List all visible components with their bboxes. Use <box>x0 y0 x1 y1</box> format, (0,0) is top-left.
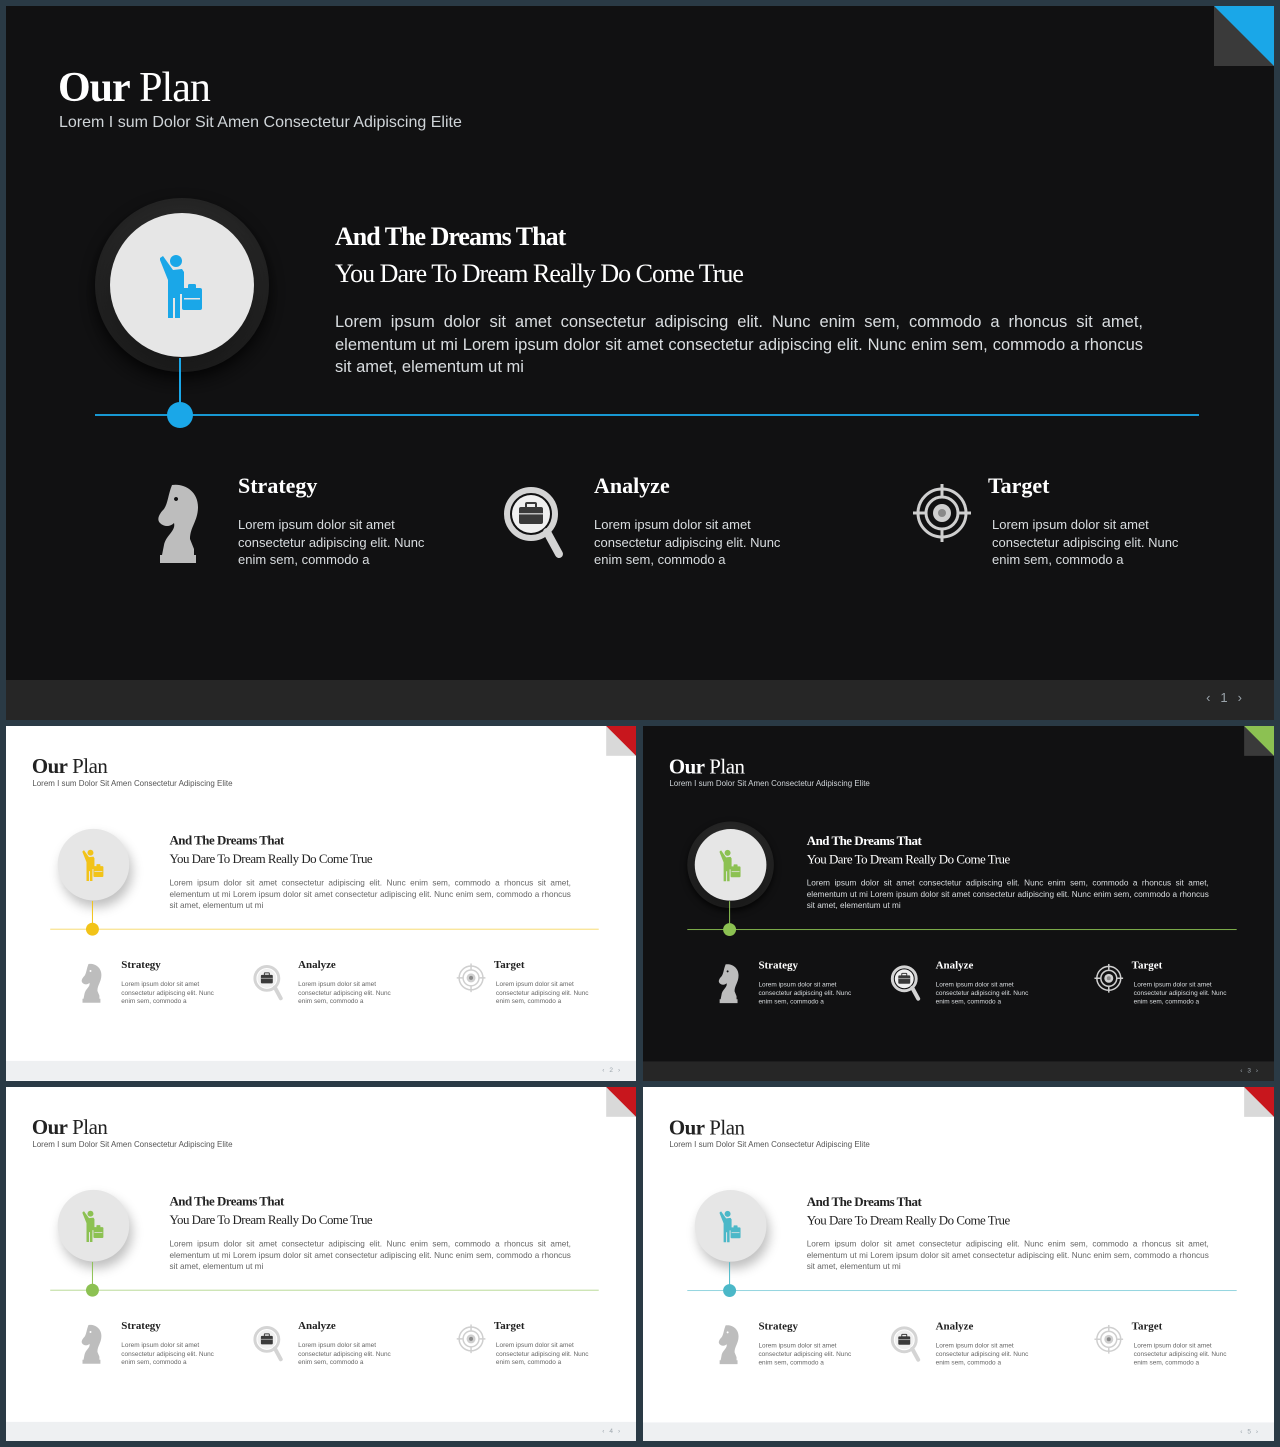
slide-content <box>6 1087 636 1441</box>
slide-3 <box>643 726 1274 1081</box>
slide-footer <box>643 1422 1274 1441</box>
feature-text-target: Lorem ipsum dolor sit amet consectetur adipiscing elit. Nunc enim sem, commodo a <box>992 517 1179 567</box>
slide-subtitle: Lorem I sum Dolor Sit Amen Consectetur Adipiscing Elite <box>59 114 462 131</box>
target-icon <box>1094 1325 1123 1354</box>
feature-text-analyze: Lorem ipsum dolor sit amet consectetur adipiscing elit. Nunc enim sem, commodo a <box>298 1340 391 1366</box>
feature-title-analyze: Analyze <box>594 473 670 498</box>
feature-title-target: Target <box>1131 1319 1163 1332</box>
corner-triangle <box>606 1087 636 1117</box>
traveler-icon <box>717 849 745 882</box>
corner-fold <box>606 726 636 756</box>
timeline-dot <box>86 1284 99 1297</box>
slide-subtitle: Lorem I sum Dolor Sit Amen Consectetur Adipiscing Elite <box>32 779 233 789</box>
feature-text-target: Lorem ipsum dolor sit amet consectetur adipiscing elit. Nunc enim sem, commodo a <box>1133 1341 1227 1367</box>
chess-knight-icon <box>80 963 105 1004</box>
slide-content <box>643 1087 1274 1441</box>
heading-secondary: You Dare To Dream Really Do Come True <box>335 259 743 288</box>
feature-title-analyze: Analyze <box>935 958 974 971</box>
pager <box>602 1066 625 1073</box>
body-paragraph: Lorem ipsum dolor sit amet consectetur adipiscing elit. Nunc enim sem, commodo a rhoncus sit amet, elementum ut mi Lorem ipsum dolor sit amet consectetur adipiscing elit. Nunc enim sem, commodo a rhoncus sit amet, elementum ut mi <box>169 1239 571 1271</box>
feature-text-strategy: Lorem ipsum dolor sit amet consectetur adipiscing elit. Nunc enim sem, commodo a <box>121 979 214 1005</box>
slide-content <box>643 726 1274 1081</box>
prev-page-icon[interactable]: ‹ <box>1240 1066 1248 1074</box>
next-page-icon[interactable]: › <box>1255 1066 1264 1074</box>
traveler-icon <box>717 1210 745 1243</box>
feature-text-analyze: Lorem ipsum dolor sit amet consectetur adipiscing elit. Nunc enim sem, commodo a <box>594 517 781 567</box>
next-page-icon[interactable]: › <box>1237 690 1252 705</box>
magnifier-briefcase-icon <box>890 1324 921 1365</box>
magnifier-briefcase-icon <box>253 962 284 1003</box>
magnifier-briefcase-icon <box>253 1323 284 1364</box>
feature-text-analyze: Lorem ipsum dolor sit amet consectetur adipiscing elit. Nunc enim sem, commodo a <box>298 979 391 1005</box>
heading-primary: And The Dreams That <box>806 833 922 848</box>
corner-fold <box>1244 1087 1274 1117</box>
chess-knight-icon <box>80 1324 105 1365</box>
prev-page-icon[interactable]: ‹ <box>1206 690 1221 705</box>
feature-title-analyze: Analyze <box>298 1319 336 1332</box>
feature-text-strategy: Lorem ipsum dolor sit amet consectetur adipiscing elit. Nunc enim sem, commodo a <box>238 517 425 567</box>
feature-text-strategy: Lorem ipsum dolor sit amet consectetur adipiscing elit. Nunc enim sem, commodo a <box>758 1341 852 1367</box>
slide-footer <box>6 1061 636 1081</box>
body-paragraph: Lorem ipsum dolor sit amet consectetur adipiscing elit. Nunc enim sem, commodo a rhoncus sit amet, elementum ut mi Lorem ipsum dolor sit amet consectetur adipiscing elit. Nunc enim sem, commodo a rhoncus sit amet, elementum ut mi <box>806 878 1209 911</box>
slide-title-rest: Plan <box>709 1116 745 1140</box>
slide-footer <box>6 680 1274 720</box>
traveler-icon <box>80 1210 108 1243</box>
feature-title-strategy: Strategy <box>758 1319 798 1332</box>
prev-page-icon[interactable]: ‹ <box>602 1065 610 1074</box>
timeline-dot <box>167 402 193 428</box>
chess-knight-icon <box>154 483 204 565</box>
page-number: 2 <box>609 1065 618 1074</box>
prev-page-icon[interactable]: ‹ <box>602 1426 610 1435</box>
prev-page-icon[interactable]: ‹ <box>1240 1427 1248 1435</box>
feature-title-analyze: Analyze <box>298 958 336 971</box>
slide-footer <box>6 1422 636 1441</box>
heading-primary: And The Dreams That <box>335 222 566 251</box>
timeline-line <box>687 929 1236 930</box>
feature-text-analyze: Lorem ipsum dolor sit amet consectetur adipiscing elit. Nunc enim sem, commodo a <box>935 980 1029 1006</box>
feature-title-target: Target <box>493 958 525 971</box>
corner-fold <box>1244 726 1274 756</box>
timeline-dot <box>723 1284 736 1297</box>
slide-title-rest: Plan <box>709 755 745 779</box>
slide-title-rest: Plan <box>72 755 108 779</box>
feature-text-analyze: Lorem ipsum dolor sit amet consectetur adipiscing elit. Nunc enim sem, commodo a <box>935 1341 1029 1367</box>
slide-subtitle: Lorem I sum Dolor Sit Amen Consectetur Adipiscing Elite <box>32 1140 233 1150</box>
page-number: 1 <box>1220 690 1238 705</box>
heading-secondary: You Dare To Dream Really Do Come True <box>806 851 1010 867</box>
slide-content <box>6 6 1274 720</box>
heading-primary: And The Dreams That <box>806 1194 922 1209</box>
slide-title-bold: Our <box>668 755 705 779</box>
traveler-icon <box>154 254 210 320</box>
feature-text-strategy: Lorem ipsum dolor sit amet consectetur adipiscing elit. Nunc enim sem, commodo a <box>758 980 852 1006</box>
pager <box>1240 1427 1263 1434</box>
slide-4 <box>6 1087 636 1441</box>
heading-secondary: You Dare To Dream Really Do Come True <box>169 1212 373 1228</box>
body-paragraph: Lorem ipsum dolor sit amet consectetur adipiscing elit. Nunc enim sem, commodo a rhoncus sit amet, elementum ut mi Lorem ipsum dolor sit amet consectetur adipiscing elit. Nunc enim sem, commodo a rhoncus sit amet, elementum ut mi <box>169 878 571 910</box>
page-number: 3 <box>1247 1066 1256 1074</box>
pager <box>1240 1066 1263 1073</box>
timeline-line <box>50 929 599 930</box>
corner-triangle <box>606 726 636 756</box>
magnifier-briefcase-icon <box>503 482 565 564</box>
feature-title-target: Target <box>988 473 1050 498</box>
feature-title-target: Target <box>1131 958 1163 971</box>
page-number: 4 <box>609 1426 618 1435</box>
body-paragraph: Lorem ipsum dolor sit amet consectetur adipiscing elit. Nunc enim sem, commodo a rhoncus sit amet, elementum ut mi Lorem ipsum dolor sit amet consectetur adipiscing elit. Nunc enim sem, commodo a rhoncus sit amet, elementum ut mi <box>335 313 1143 376</box>
feature-text-strategy: Lorem ipsum dolor sit amet consectetur adipiscing elit. Nunc enim sem, commodo a <box>121 1340 214 1366</box>
chess-knight-icon <box>717 963 742 1004</box>
feature-text-target: Lorem ipsum dolor sit amet consectetur adipiscing elit. Nunc enim sem, commodo a <box>495 1340 589 1366</box>
slide-title-bold: Our <box>31 1116 68 1140</box>
next-page-icon[interactable]: › <box>617 1065 626 1074</box>
timeline-line <box>687 1290 1236 1291</box>
target-icon <box>457 963 486 992</box>
magnifier-briefcase-icon <box>890 963 921 1004</box>
heading-primary: And The Dreams That <box>169 1194 284 1209</box>
slide-title <box>58 64 210 112</box>
next-page-icon[interactable]: › <box>1255 1427 1264 1435</box>
corner-triangle <box>1214 6 1274 66</box>
slide-1 <box>6 6 1274 720</box>
slide-title-bold: Our <box>668 1116 705 1140</box>
timeline-dot <box>86 923 99 936</box>
slide-title <box>32 1116 107 1140</box>
feature-title-strategy: Strategy <box>121 958 161 971</box>
feature-text-target: Lorem ipsum dolor sit amet consectetur adipiscing elit. Nunc enim sem, commodo a <box>1133 980 1227 1006</box>
heading-secondary: You Dare To Dream Really Do Come True <box>169 851 373 867</box>
page-number: 5 <box>1247 1427 1256 1435</box>
target-icon <box>913 484 971 542</box>
slide-title-bold: Our <box>31 755 68 779</box>
feature-text-target: Lorem ipsum dolor sit amet consectetur adipiscing elit. Nunc enim sem, commodo a <box>495 979 589 1005</box>
traveler-icon <box>80 849 108 882</box>
feature-title-strategy: Strategy <box>238 473 318 498</box>
slide-title <box>32 755 107 779</box>
slide-title-rest: Plan <box>72 1116 108 1140</box>
corner-fold <box>1214 6 1274 66</box>
next-page-icon[interactable]: › <box>617 1426 626 1435</box>
slide-2 <box>6 726 636 1081</box>
slide-title-rest: Plan <box>139 65 210 111</box>
slide-title <box>669 1116 745 1140</box>
feature-title-strategy: Strategy <box>121 1319 161 1332</box>
body-paragraph: Lorem ipsum dolor sit amet consectetur adipiscing elit. Nunc enim sem, commodo a rhoncus sit amet, elementum ut mi Lorem ipsum dolor sit amet consectetur adipiscing elit. Nunc enim sem, commodo a rhoncus sit amet, elementum ut mi <box>806 1239 1209 1272</box>
target-icon <box>1094 964 1123 993</box>
feature-title-strategy: Strategy <box>758 958 798 971</box>
heading-primary: And The Dreams That <box>169 833 284 848</box>
timeline-line <box>50 1290 599 1291</box>
chess-knight-icon <box>717 1324 742 1365</box>
timeline-dot <box>723 923 736 936</box>
slide-subtitle: Lorem I sum Dolor Sit Amen Consectetur Adipiscing Elite <box>669 1140 870 1150</box>
feature-title-analyze: Analyze <box>935 1319 974 1332</box>
slide-content <box>6 726 636 1081</box>
pager <box>602 1427 625 1434</box>
slide-subtitle: Lorem I sum Dolor Sit Amen Consectetur Adipiscing Elite <box>669 779 870 789</box>
corner-triangle <box>1244 1087 1274 1117</box>
slide-footer <box>643 1061 1274 1081</box>
slide-title-bold: Our <box>58 65 130 111</box>
corner-triangle <box>1244 726 1274 756</box>
slide-5 <box>643 1087 1274 1441</box>
pager <box>1206 690 1252 705</box>
target-icon <box>457 1324 486 1353</box>
heading-secondary: You Dare To Dream Really Do Come True <box>806 1212 1010 1228</box>
timeline-line <box>95 414 1199 416</box>
feature-title-target: Target <box>493 1319 525 1332</box>
corner-fold <box>606 1087 636 1117</box>
slide-title <box>669 755 745 779</box>
